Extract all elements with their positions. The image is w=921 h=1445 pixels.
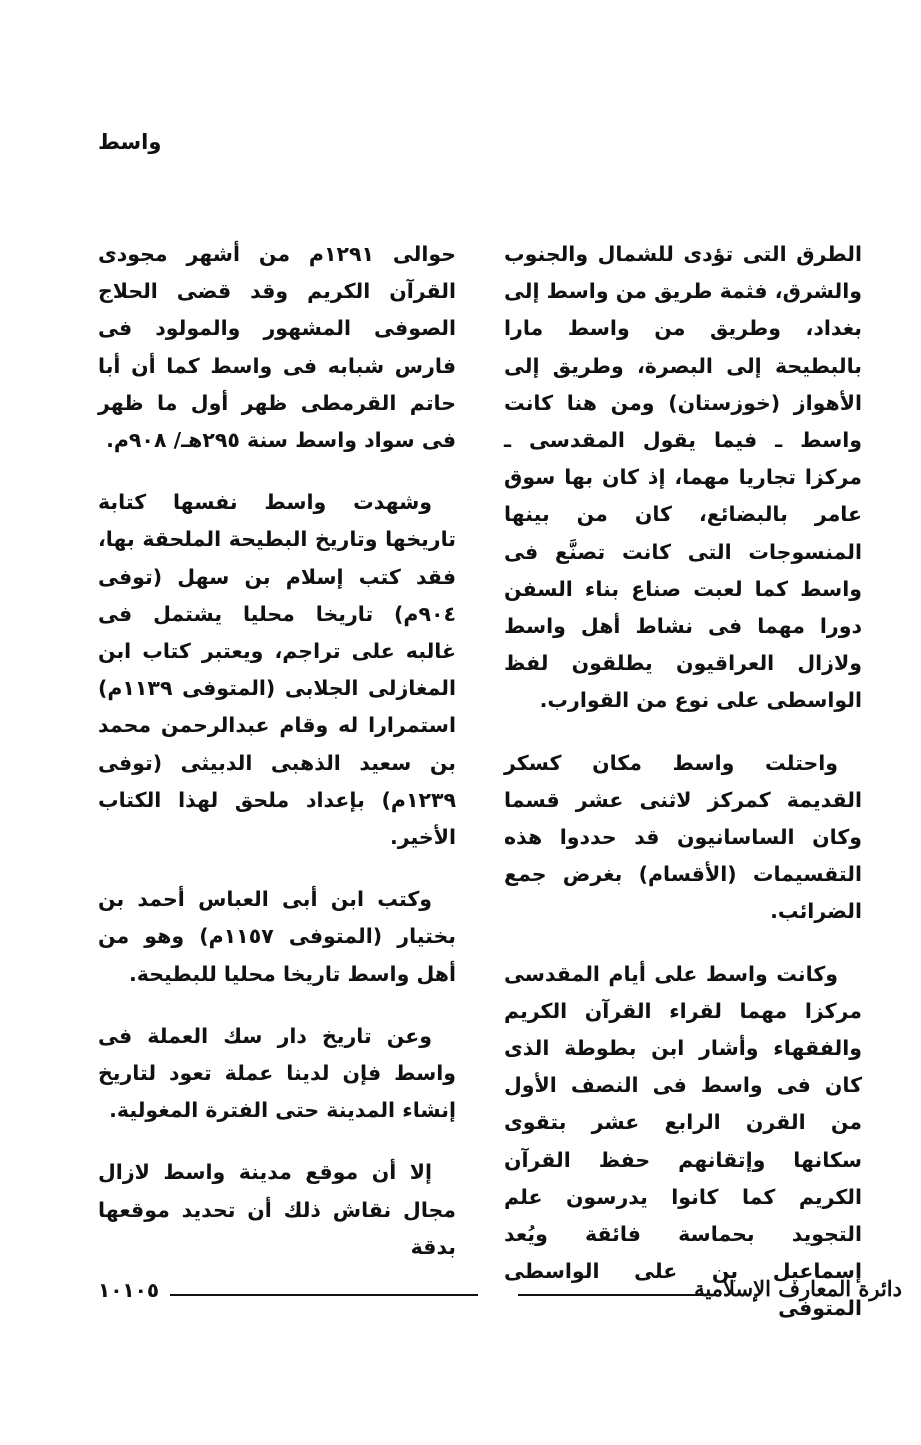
page-footer xyxy=(98,1276,902,1310)
paragraph: وعن تاريخ دار سك العملة فى واسط فإن لدينا عملة تعود لتاريخ إنشاء المدينة حتى الفترة المغولية. xyxy=(98,1023,456,1123)
left-column xyxy=(98,236,456,1291)
footer-rule xyxy=(518,1294,704,1296)
page-number: ١٠١٠٥ xyxy=(98,1278,160,1302)
paragraph: واحتلت واسط مكان كسكر القديمة كمركز لاثنى عشر قسما وكان الساسانيون قد حددوا هذه التقسيمات (الأقسام) بغرض جمع الضرائب. xyxy=(504,750,862,924)
paragraph: وشهدت واسط نفسها كتابة تاريخها وتاريخ البطيحة الملحقة بها، فقد كتب إسلام بن سهل (توفى ٩٠٤م) تاريخا محليا يشتمل فى غالبه على تراجم، ويعتبر كتاب ابن المغازلى الجلابى (المتوفى ١١٣٩م) استمرارا له وقام عبدالرحمن محمد بن سعيد الذهبى الدبيثى (توفى ١٢٣٩م) بإعداد ملحق لهذا الكتاب الأخير. xyxy=(98,490,456,850)
paragraph: وكتب ابن أبى العباس أحمد بن بختيار (المتوفى ١١٥٧م) وهو من أهل واسط تاريخا محليا للبطيحة. xyxy=(98,887,456,986)
paragraph: إلا أن موقع مدينة واسط لازال مجال نقاش ذلك أن تحديد موقعها بدقة xyxy=(98,1160,456,1259)
running-head: واسط xyxy=(98,130,162,154)
footer-rule xyxy=(170,1294,478,1296)
paragraph: وكانت واسط على أيام المقدسى مركزا مهما لقراء القرآن الكريم والفقهاء وأشار ابن بطوطة الذى كان فى واسط فى النصف الأول من القرن الرابع عشر بتقوى سكانها وإتقانهم حفظ القرآن الكريم كما كانوا يدرسون علم التجويد بحماسة فائقة ويُعد إسماعيل بن على الواسطى المتوفى xyxy=(504,961,862,1321)
publication-title: دائرة المعارف الإسلامية xyxy=(694,1276,902,1301)
paragraph: حوالى ١٢٩١م من أشهر مجودى القرآن الكريم وقد قضى الحلاج الصوفى المشهور والمولود فى فارس شبابه فى واسط كما أن أبا حاتم القرمطى ظهر أول ما ظهر فى سواد واسط سنة ٢٩٥هـ/ ٩٠٨م. xyxy=(98,242,456,453)
paragraph: الطرق التى تؤدى للشمال والجنوب والشرق، فثمة طريق من واسط إلى بغداد، وطريق من واسط مارا بالبطيحة إلى البصرة، وطريق إلى الأهواز (خوزستان) ومن هنا كانت واسط ـ فيما يقول المقدسى ـ مركزا تجاريا مهما، إذ كان بها سوق عامر بالبضائع، كان من بينها المنسوجات التى كانت تصنَّع فى واسط كما لعبت صناع بناء السفن دورا مهما فى نشاط أهل واسط ولازال العراقيون يطلقون لفظ الواسطى على نوع من القوارب. xyxy=(504,242,862,713)
right-column xyxy=(504,236,862,1353)
